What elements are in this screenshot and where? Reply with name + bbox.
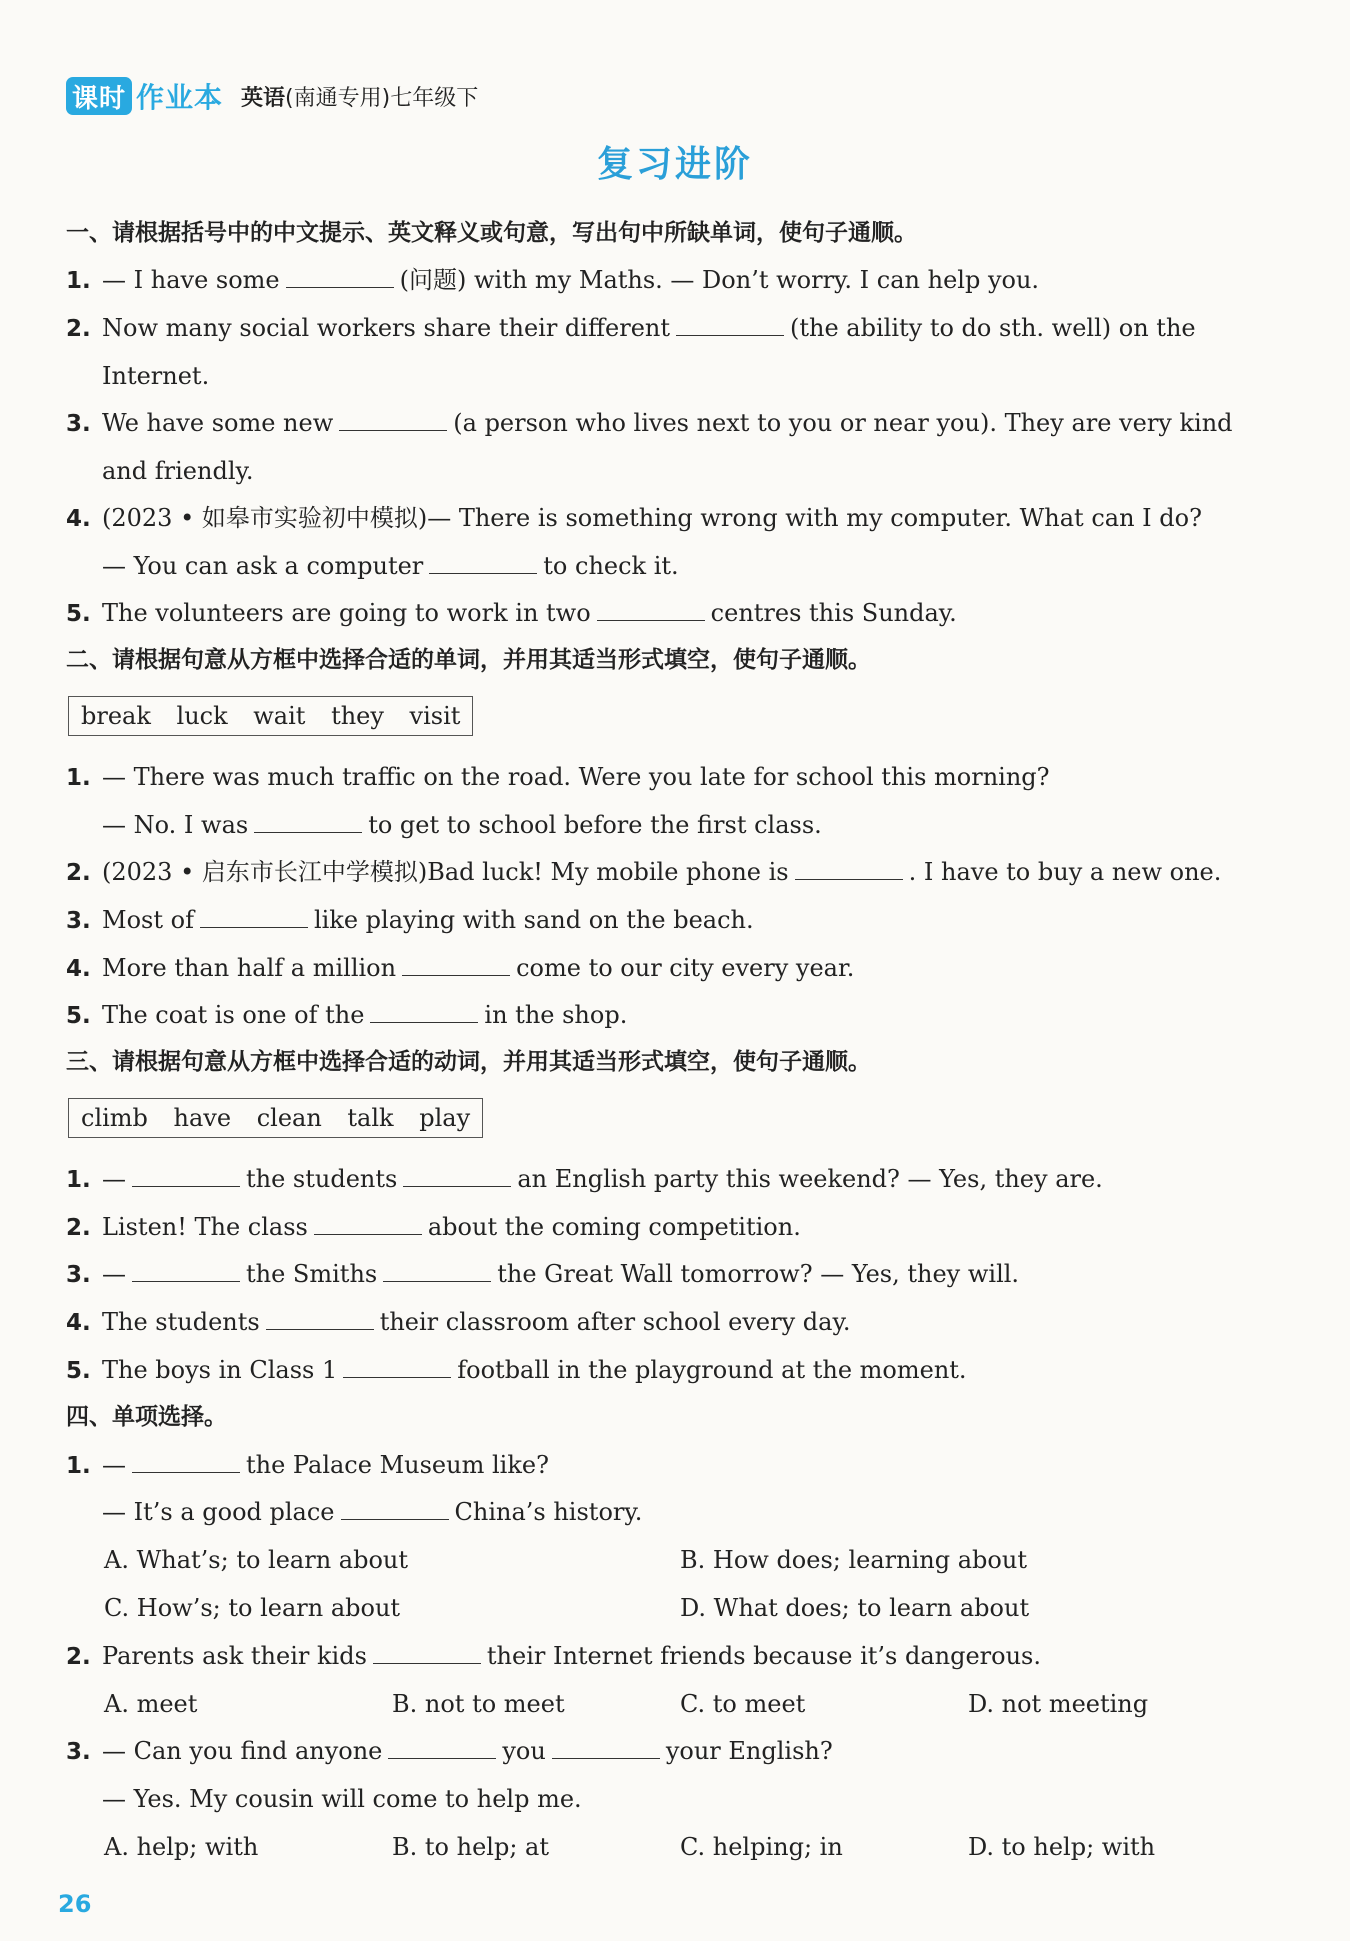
option-a[interactable]: A. meet: [104, 1690, 198, 1718]
s4-q1: [66, 1450, 549, 1481]
option-a[interactable]: A. help; with: [104, 1833, 259, 1861]
question-text: —: [102, 1165, 126, 1193]
option-c[interactable]: C. How’s; to learn about: [104, 1594, 401, 1622]
question-text: the Great Wall tomorrow? — Yes, they will.: [497, 1260, 1020, 1288]
s2-q2: [66, 857, 1221, 888]
section-3-heading: 三、请根据句意从方框中选择合适的动词，并用其适当形式填空，使句子通顺。: [66, 1049, 871, 1075]
question-text: — It’s a good place: [102, 1498, 335, 1526]
word-box-2: break luck wait they visit: [68, 696, 473, 736]
answer-blank[interactable]: [676, 313, 784, 336]
question-text: centres this Sunday.: [710, 599, 957, 627]
s4-q1-cont: [102, 1497, 642, 1527]
question-text: . I have to buy a new one.: [908, 858, 1222, 886]
answer-blank[interactable]: [132, 1450, 240, 1473]
question-text: the Palace Museum like?: [246, 1451, 549, 1479]
question-text: (问题) with my Maths. — Don’t worry. I can help you.: [399, 266, 1040, 294]
question-text: —: [102, 1451, 126, 1479]
answer-blank[interactable]: [343, 1355, 451, 1378]
answer-blank[interactable]: [314, 1212, 422, 1235]
question-text: to get to school before the first class.: [368, 811, 822, 839]
s2-q5: [66, 1000, 627, 1031]
s1-q3: [66, 408, 1233, 439]
question-text: — Can you find anyone: [102, 1737, 383, 1765]
question-number: 3.: [66, 908, 91, 934]
question-text: an English party this weekend? — Yes, they are.: [517, 1165, 1103, 1193]
option-c[interactable]: C. helping; in: [680, 1833, 843, 1861]
answer-blank[interactable]: [597, 598, 705, 621]
answer-blank[interactable]: [429, 551, 537, 574]
s2-q3: [66, 905, 754, 936]
s2-q4: [66, 953, 854, 984]
s2-q1-cont: [102, 810, 822, 840]
question-text: The students: [102, 1308, 260, 1336]
question-text: Parents ask their kids: [102, 1642, 367, 1670]
answer-blank[interactable]: [388, 1736, 496, 1759]
s3-q5: [66, 1355, 967, 1386]
question-text: — No. I was: [102, 811, 249, 839]
section-4-heading: 四、单项选择。: [66, 1404, 227, 1430]
s4-q3-cont: — Yes. My cousin will come to help me.: [102, 1785, 582, 1813]
question-number: 5.: [66, 1358, 91, 1384]
answer-blank[interactable]: [552, 1736, 660, 1759]
question-text: your English?: [665, 1737, 833, 1765]
question-number: 2.: [66, 316, 91, 342]
question-text: the Smiths: [246, 1260, 378, 1288]
s1-q3-cont: and friendly.: [102, 457, 254, 485]
question-number: 1.: [66, 1453, 91, 1479]
question-text: Listen! The class: [102, 1213, 308, 1241]
question-text: —: [102, 1260, 126, 1288]
question-text: China’s history.: [454, 1498, 643, 1526]
question-number: 1.: [66, 268, 91, 294]
s3-q3: [66, 1259, 1019, 1290]
question-number: 4.: [66, 1310, 91, 1336]
question-number: 1.: [66, 765, 91, 791]
option-d[interactable]: D. not meeting: [968, 1690, 1149, 1718]
s4-q2: [66, 1641, 1041, 1672]
question-text: — I have some: [102, 266, 280, 294]
answer-blank[interactable]: [403, 1164, 511, 1187]
question-text: to check it.: [543, 552, 679, 580]
subject-rest: (南通专用)七年级下: [285, 85, 479, 111]
answer-blank[interactable]: [795, 857, 903, 880]
s1-q2: [66, 313, 1196, 344]
answer-blank[interactable]: [339, 408, 447, 431]
question-number: 2.: [66, 1644, 91, 1670]
question-number: 1.: [66, 1167, 91, 1193]
question-text: (a person who lives next to you or near you). They are very kind: [453, 409, 1233, 437]
header: [66, 76, 478, 116]
answer-blank[interactable]: [132, 1164, 240, 1187]
option-a[interactable]: A. What’s; to learn about: [104, 1546, 409, 1574]
question-text: — There was much traffic on the road. Were you late for school this morning?: [102, 763, 1050, 791]
question-text: about the coming competition.: [427, 1213, 801, 1241]
question-text: The boys in Class 1: [102, 1356, 338, 1384]
option-d[interactable]: D. to help; with: [968, 1833, 1156, 1861]
question-text: their Internet friends because it’s dangerous.: [486, 1642, 1041, 1670]
s1-q4-cont: [102, 551, 679, 581]
answer-blank[interactable]: [132, 1259, 240, 1282]
page-number: 26: [58, 1890, 92, 1918]
answer-blank[interactable]: [402, 953, 510, 976]
logo-badge: 课时: [66, 77, 132, 115]
question-number: 3.: [66, 1739, 91, 1765]
s3-q1: [66, 1164, 1103, 1195]
section-1-heading: 一、请根据括号中的中文提示、英文释义或句意，写出句中所缺单词，使句子通顺。: [66, 220, 917, 246]
answer-blank[interactable]: [266, 1307, 374, 1330]
question-number: 4.: [66, 506, 91, 532]
question-number: 5.: [66, 601, 91, 627]
question-number: 3.: [66, 411, 91, 437]
question-number: 4.: [66, 956, 91, 982]
option-b[interactable]: B. not to meet: [392, 1690, 565, 1718]
s1-q2-cont: Internet.: [102, 362, 210, 390]
s1-q4: [66, 503, 1202, 534]
word-box-3: climb have clean talk play: [68, 1098, 483, 1138]
question-text: in the shop.: [484, 1001, 628, 1029]
question-text: Now many social workers share their different: [102, 314, 670, 342]
option-d[interactable]: D. What does; to learn about: [680, 1594, 1030, 1622]
question-text: The coat is one of the: [102, 1001, 365, 1029]
question-text: Most of: [102, 906, 194, 934]
answer-blank[interactable]: [286, 265, 394, 288]
question-text: More than half a million: [102, 954, 397, 982]
s2-q1: [66, 762, 1050, 793]
question-text: — You can ask a computer: [102, 552, 424, 580]
section-2-heading: 二、请根据句意从方框中选择合适的单词，并用其适当形式填空，使句子通顺。: [66, 647, 871, 673]
option-b[interactable]: B. to help; at: [392, 1833, 549, 1861]
option-b[interactable]: B. How does; learning about: [680, 1546, 1027, 1574]
question-text: football in the playground at the moment.: [457, 1356, 967, 1384]
s3-q2: [66, 1212, 801, 1243]
s4-q3: [66, 1736, 833, 1767]
s3-q4: [66, 1307, 850, 1338]
answer-blank[interactable]: [370, 1000, 478, 1023]
question-text: (the ability to do sth. well) on the: [790, 314, 1196, 342]
question-number: 5.: [66, 1003, 91, 1029]
question-text: The volunteers are going to work in two: [102, 599, 591, 627]
question-text: like playing with sand on the beach.: [313, 906, 754, 934]
subject-bold: 英语: [241, 85, 286, 111]
answer-blank[interactable]: [341, 1497, 449, 1520]
question-text: you: [502, 1737, 546, 1765]
answer-blank[interactable]: [254, 810, 362, 833]
question-number: 2.: [66, 1215, 91, 1241]
question-text: (2023 • 启东市长江中学模拟)Bad luck! My mobile phone is: [102, 858, 789, 886]
answer-blank[interactable]: [200, 905, 308, 928]
page-title: 复习进阶: [596, 144, 753, 185]
question-text: come to our city every year.: [516, 954, 855, 982]
question-text: We have some new: [102, 409, 334, 437]
question-text: their classroom after school every day.: [379, 1308, 851, 1336]
answer-blank[interactable]: [383, 1259, 491, 1282]
s1-q1: [66, 265, 1039, 296]
question-text: the students: [246, 1165, 398, 1193]
subject-label: [241, 81, 478, 112]
question-number: 3.: [66, 1262, 91, 1288]
question-text: (2023 • 如皋市实验初中模拟)— There is something wrong with my computer. What can I do?: [102, 504, 1202, 532]
s1-q5: [66, 598, 957, 629]
question-number: 2.: [66, 860, 91, 886]
logo-text: 作业本: [136, 81, 224, 114]
answer-blank[interactable]: [373, 1641, 481, 1664]
option-c[interactable]: C. to meet: [680, 1690, 806, 1718]
